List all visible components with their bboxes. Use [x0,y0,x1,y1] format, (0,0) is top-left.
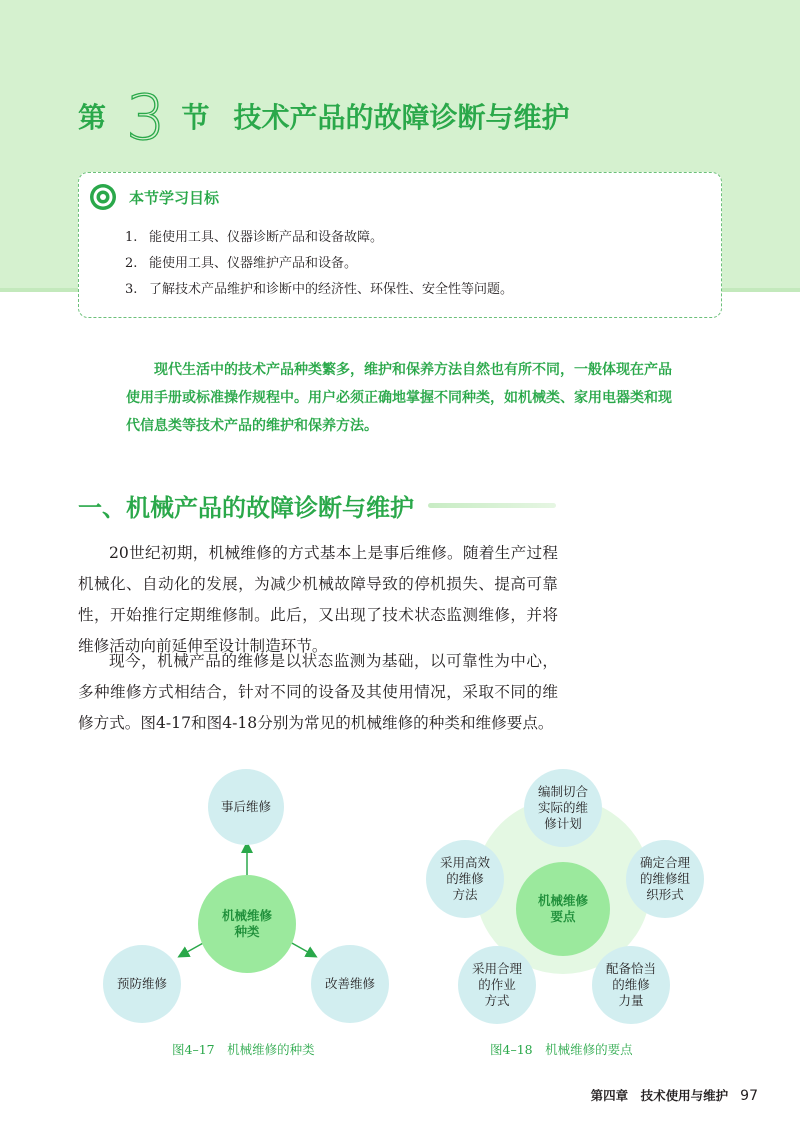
learning-goals-box [78,172,722,318]
section-number: 3 [126,81,166,154]
key-point-plan: 编制切合 实际的维 修计划 [524,769,602,847]
target-icon [89,183,117,211]
page-number: 97 [740,1088,758,1104]
figure-4-17-diagram [0,760,800,1060]
section-suffix: 节 [181,101,210,134]
key-points-center: 机械维修 要点 [516,862,610,956]
learning-goals-title: 本节学习目标 [129,189,220,207]
section-title [78,78,570,154]
subsection-header [78,488,556,523]
goal-item: 1. 能使用工具、仪器诊断产品和设备故障。 [125,230,384,245]
repair-type-after: 事后维修 [208,769,284,845]
key-point-method: 采用高效 的维修 方法 [426,840,504,918]
goal-item: 3. 了解技术产品维护和诊断中的经济性、环保性、安全性等问题。 [125,282,514,297]
repair-type-center: 机械维修 种类 [198,875,296,973]
key-point-staff: 配备恰当 的维修 力量 [592,946,670,1024]
footer-chapter: 第四章 技术使用与维护 [590,1088,729,1103]
goal-item: 2. 能使用工具、仪器维护产品和设备。 [125,256,358,271]
repair-type-improve: 改善维修 [311,945,389,1023]
key-point-organization: 确定合理 的维修组 织形式 [626,840,704,918]
key-point-operation: 采用合理 的作业 方式 [458,946,536,1024]
arrow-left [180,942,205,956]
figure-4-17-caption: 图4–17 机械维修的种类 [172,1042,315,1057]
repair-type-preventive: 预防维修 [103,945,181,1023]
section-heading: 技术产品的故障诊断与维护 [233,101,570,134]
body-paragraph: 20世纪初期，机械维修的方式基本上是事后维修。随着生产过程机械化、自动化的发展，为减少机械故障导致的停机损失、提高可靠性，开始推行定期维修制。此后，又出现了技术状态监测维修，并将维修活动向前延伸至设计制造环节。 [78,544,558,655]
section-prefix: 第 [78,101,107,134]
learning-goals-list [125,225,513,303]
page-footer [591,1086,758,1104]
subsection-title: 一、机械产品的故障诊断与维护 [78,494,414,522]
intro-paragraph: 现代生活中的技术产品种类繁多，维护和保养方法自然也有所不同，一般体现在产品使用手册或标准操作规程中。用户必须正确地掌握不同种类，如机械类、家用电器类和现代信息类等技术产品的维护和保养方法。 [126,362,672,434]
arrow-right [290,942,315,956]
figure-4-18-caption: 图4–18 机械维修的要点 [490,1042,633,1057]
subsection-underline [428,503,556,508]
body-paragraph: 现今，机械产品的维修是以状态监测为基础，以可靠性为中心，多种维修方式相结合，针对不同的设备及其使用情况，采取不同的维修方式。图4-17和图4-18分别为常见的机械维修的种类和维修要点。 [78,652,558,732]
